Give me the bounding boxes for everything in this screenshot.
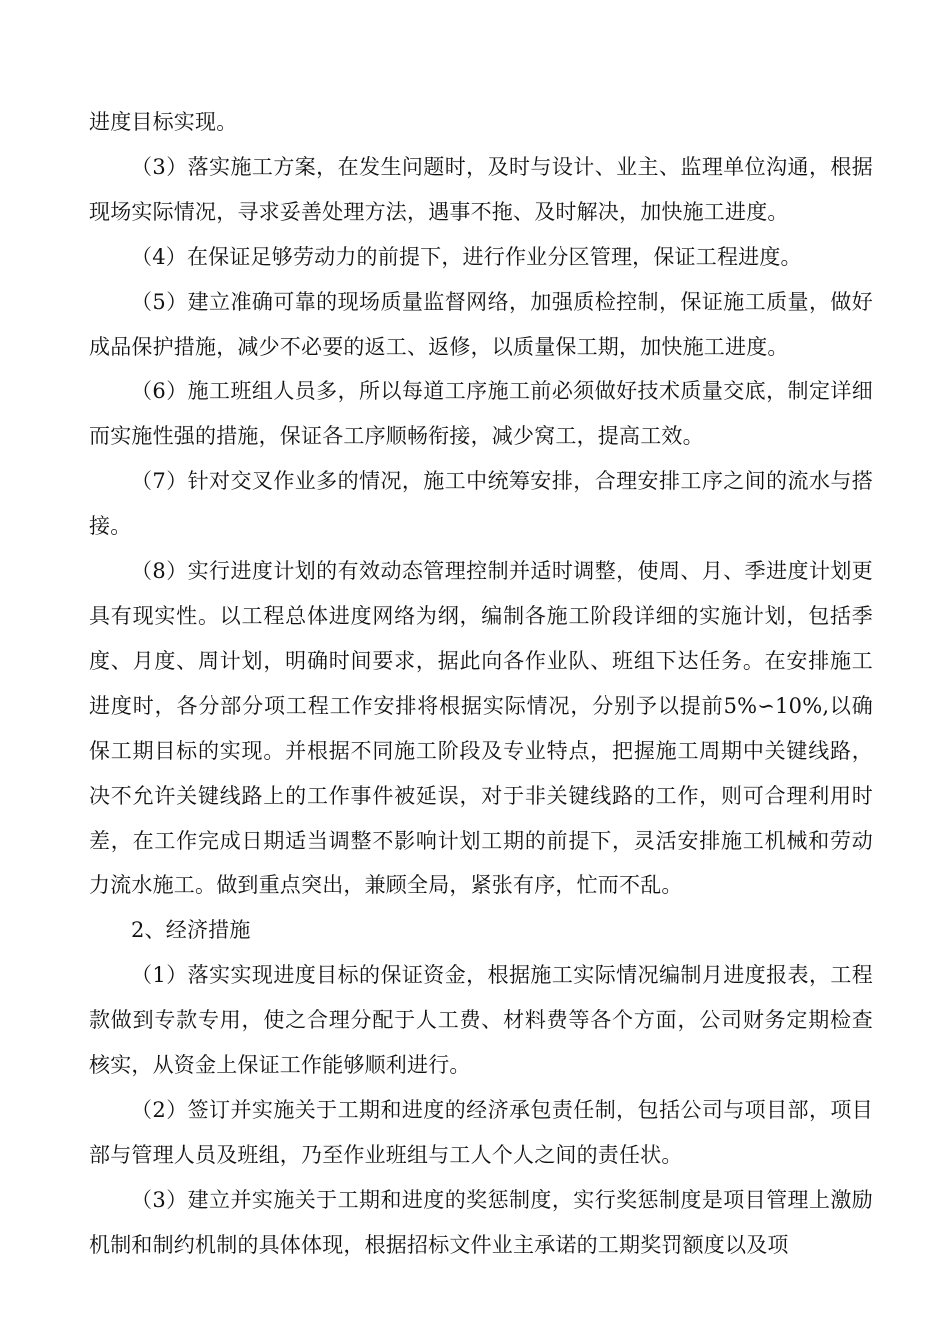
paragraph-econ-item-1: （1）落实实现进度目标的保证资金，根据施工实际情况编制月进度报表，工程款做到专款专用，使之合理分配于人工费、材料费等各个方面，公司财务定期检查核实，从资金上保证工作能够顺利进行。 — [89, 963, 873, 1078]
paragraph-item-6: （6）施工班组人员多，所以每道工序施工前必须做好技术质量交底，制定详细而实施性强的措施，保证各工序顺畅衔接，减少窝工，提高工效。 — [89, 379, 873, 449]
section-heading-economic-measures: 2、经济措施 — [131, 918, 251, 943]
paragraph-econ-item-3: （3）建立并实施关于工期和进度的奖惩制度，实行奖惩制度是项目管理上激励机制和制约机制的具体体现，根据招标文件业主承诺的工期奖罚额度以及项 — [89, 1187, 873, 1257]
paragraph-econ-item-2: （2）签订并实施关于工期和进度的经济承包责任制，包括公司与项目部，项目部与管理人员及班组，乃至作业班组与工人个人之间的责任状。 — [89, 1097, 873, 1167]
body-text — [89, 100, 873, 1268]
paragraph-item-7: （7）针对交叉作业多的情况，施工中统筹安排，合理安排工序之间的流水与搭接。 — [89, 469, 873, 539]
paragraph-item-3: （3）落实施工方案，在发生问题时，及时与设计、业主、监理单位沟通，根据现场实际情况，寻求妥善处理方法，遇事不拖、及时解决，加快施工进度。 — [89, 154, 873, 224]
paragraph-item-5: （5）建立准确可靠的现场质量监督网络，加强质检控制，保证施工质量，做好成品保护措施，减少不必要的返工、返修，以质量保工期，加快施工进度。 — [89, 289, 873, 359]
paragraph-item-8: （8）实行进度计划的有效动态管理控制并适时调整，使周、月、季进度计划更具有现实性。以工程总体进度网络为纲，编制各施工阶段详细的实施计划，包括季度、月度、周计划，明确时间要求，据此向各作业队、班组下达任务。在安排施工进度时，各分部分项工程工作安排将根据实际情况，分别予以提前5%∽10%,以确保工期目标的实现。并根据不同施工阶段及专业特点，把握施工周期中关键线路，决不允许关键线路上的工作事件被延误，对于非关键线路的工作，则可合理利用时差，在工作完成日期适当调整不影响计划工期的前提下，灵活安排施工机械和劳动力流水施工。做到重点突出，兼顾全局，紧张有序，忙而不乱。 — [89, 559, 873, 898]
paragraph-continuation: 进度目标实现。 — [89, 110, 238, 134]
paragraph-item-4: （4）在保证足够劳动力的前提下，进行作业分区管理，保证工程进度。 — [131, 244, 802, 269]
